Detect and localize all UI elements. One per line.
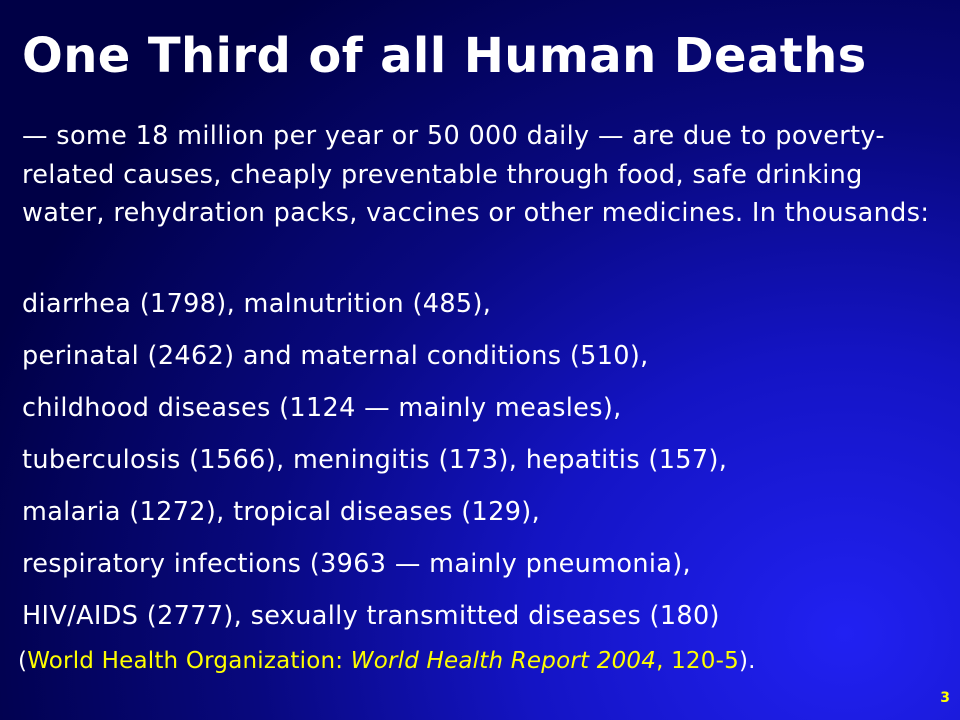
cause-line: HIV/AIDS (2777), sexually transmitted diseases (180): [22, 601, 720, 631]
cause-line: tuberculosis (1566), meningitis (173), hepatitis (157),: [22, 445, 728, 475]
source-citation: [18, 644, 756, 678]
cause-line: childhood diseases (1124 — mainly measles),: [22, 393, 622, 423]
causes-list: [22, 285, 727, 649]
source-pages: , 120-5: [656, 648, 739, 674]
source-close-paren: ).: [738, 648, 756, 674]
source-open-paren: (: [18, 648, 28, 674]
cause-line: respiratory infections (3963 — mainly pneumonia),: [22, 549, 691, 579]
cause-line: malaria (1272), tropical diseases (129),: [22, 497, 541, 527]
page-number: 3: [940, 690, 950, 706]
intro-paragraph: — some 18 million per year or 50 000 daily — are due to poverty-related causes, cheaply preventable through food, safe drinking water, rehydration packs, vaccines or other medicines. In thousands:: [22, 121, 930, 228]
source-organization: World Health Organization:: [27, 648, 351, 674]
source-report-title: World Health Report 2004: [350, 648, 657, 674]
slide-title: One Third of all Human Deaths: [22, 28, 867, 84]
cause-line: perinatal (2462) and maternal conditions (510),: [22, 341, 649, 371]
cause-line: diarrhea (1798), malnutrition (485),: [22, 289, 492, 319]
